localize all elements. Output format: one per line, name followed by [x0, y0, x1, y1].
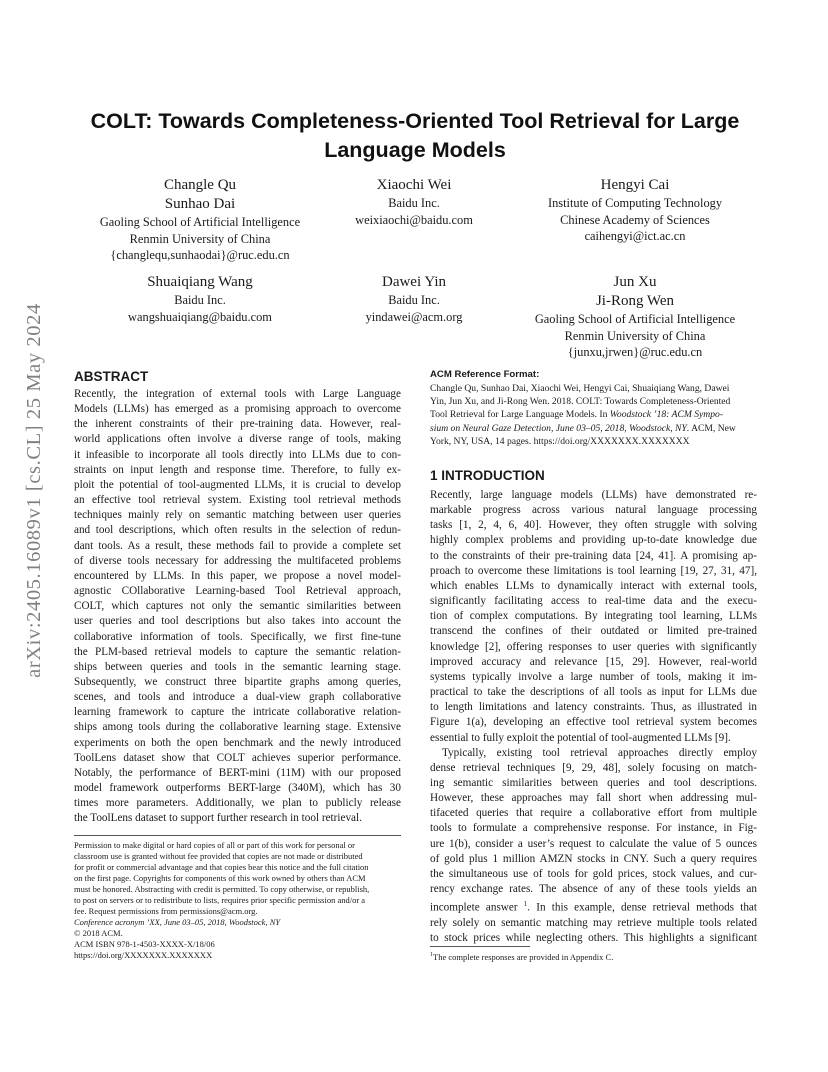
abstract-line: model framework outperforms BERT-large (340M), which has 30 [74, 782, 401, 795]
abstract-line: it infeasible to incorporate all tools directly into LLMs due to con- [74, 448, 401, 461]
abstract-line: the PLM-based retrieval models to capture the semantic relation- [74, 645, 401, 658]
intro-line: essential to fully exploit the potential of tool-augmented LLMs [9]. [430, 731, 731, 744]
intro-line: Typically, existing tool retrieval approaches directly employ [442, 746, 757, 759]
affiliation: Institute of Computing Technology [547, 196, 723, 210]
author-block-wei [324, 176, 504, 228]
ref-text: Tool Retrieval for Large Language Models. In [430, 409, 610, 421]
abstract-heading: ABSTRACT [74, 369, 149, 384]
ref-line: York, NY, USA, 14 pages. https://doi.org/XXXXXXX.XXXXXXX [430, 435, 690, 447]
footnote-ref: 1 [523, 900, 528, 909]
intro-line: to stock prices while neglecting others. This highlights a significant [430, 932, 757, 945]
abstract-line: experiments on both the open benchmark and the newly introduced [74, 736, 401, 749]
intro-line: the simultaneous use of tools for gold prices, stock values, and cur- [430, 867, 757, 880]
author-block-qu-dai [70, 176, 330, 264]
abstract-line: ploit the potential of tool-augmented LLMs, it is crucial to develop [74, 478, 401, 491]
copyright-line: © 2018 ACM. [74, 928, 123, 938]
intro-line: practical to take the descriptions of all tools as input for LLMs due [430, 686, 757, 699]
abstract-line: Notably, the performance of BERT-mini (11M) with our proposed [74, 766, 401, 779]
footnote-rule [430, 946, 530, 947]
author-name: Jun Xu [613, 274, 657, 290]
intro-line: tion of complex computations. By integrating tool learning, LLMs [430, 610, 757, 623]
doi-line: https://doi.org/XXXXXXX.XXXXXXX [74, 950, 213, 960]
ref-line: Changle Qu, Sunhao Dai, Xiaochi Wei, Hengyi Cai, Shuaiqiang Wang, Dawei [430, 383, 730, 394]
affiliation: Chinese Academy of Sciences [560, 212, 710, 227]
footnote-text: The complete responses are provided in Appendix C. [433, 951, 614, 962]
footnote-mark: 1 [430, 952, 433, 958]
abstract-line: ships among tools during the collaborative learning stage. Extensive [74, 721, 401, 734]
author-block-cai [510, 176, 760, 245]
abstract-line: techniques mainly rely on semantic matching between user queries [74, 509, 401, 522]
intro-line: which enables LLMs to dynamically interact with external tools, [430, 579, 757, 592]
author-name: Hengyi Cai [600, 177, 670, 193]
author-name: Dawei Yin [381, 274, 446, 290]
abstract-line: world applications often involve a diverse range of tools, making [74, 433, 401, 446]
author-email: caihengyi@ict.ac.cn [584, 229, 686, 243]
author-name: Xiaochi Wei [376, 177, 452, 193]
intro-line: ing semantic similarities between queries and tool descriptions. [430, 776, 757, 789]
title-line-2: Language Models [324, 138, 506, 162]
introduction-heading: 1 INTRODUCTION [430, 468, 545, 483]
abstract-line: an effective tool retrieval system. Existing tool retrieval methods [74, 494, 401, 507]
abstract-line: and tool descriptions, which often results in the selection of redun- [74, 524, 401, 537]
intro-line: tasks [1, 2, 4, 6, 40]. However, they often struggle with solving [430, 519, 757, 532]
intro-text: . In this example, dense retrieval methods that [527, 901, 758, 914]
author-block-xu-wen [510, 273, 760, 361]
intro-line: of gold plus 1 million AMZN stocks in CNY. Such a query requires [430, 852, 757, 865]
permission-line: on the first page. Copyrights for components of this work owned by others than ACM [74, 873, 366, 883]
permission-line: to post on servers or to redistribute to lists, requires prior specific permission and/or a [74, 895, 366, 905]
affiliation: Renmin University of China [564, 328, 706, 343]
author-email: {changlequ,sunhaodai}@ruc.edu.cn [110, 248, 290, 262]
author-block-wang [70, 273, 330, 325]
permission-line: for profit or commercial advantage and that copies bear this notice and the full citation [74, 862, 369, 872]
author-email: wangshuaiqiang@baidu.com [128, 309, 272, 324]
intro-line: highly complex problems and providing up-to-date knowledge due [430, 534, 757, 547]
ref-text: . ACM, New [686, 422, 736, 434]
author-name: Shuaiqiang Wang [147, 274, 253, 290]
permission-line: classroom use is granted without fee provided that copies are not made or distributed [74, 851, 363, 861]
abstract-line: of diverse tools necessary for addressing the multifaceted problems [74, 554, 401, 567]
affiliation: Baidu Inc. [388, 196, 440, 210]
affiliation: Baidu Inc. [174, 293, 226, 307]
ref-venue: sium on Neural Gaze Detection, June 03–05, 2018, Woodstock, NY [430, 422, 687, 434]
abstract-line: the ToolLens dataset to support further research in tool retrieval. [74, 812, 362, 825]
intro-text: incomplete answer [430, 901, 518, 914]
abstract-line: ToolLens dataset show that COLT achieves superior performance. [74, 751, 401, 764]
ref-line: Yin, Jun Xu, and Ji-Rong Wen. 2018. COLT: Towards Completeness-Oriented [430, 396, 731, 408]
permission-line: fee. Request permissions from permissions@acm.org. [74, 906, 258, 916]
abstract-line: ships between queries and tools in the semantic learning stage. [74, 660, 401, 673]
author-name: Ji-Rong Wen [595, 293, 675, 309]
author-email: weixiaochi@baidu.com [355, 212, 473, 227]
arxiv-stamp [14, 280, 54, 700]
intro-line: to length limitations and latency constraints. Thus, as illustrated in [430, 701, 757, 714]
abstract-line: Models (LLMs) has emerged as a promising approach to overcome [74, 403, 401, 416]
author-email: yindawei@acm.org [365, 309, 463, 324]
intro-line: proach to overcome these limitations is tool learning [19, 27, 31, 47], [430, 564, 757, 577]
paper-title [70, 107, 760, 165]
abstract-line: user queries and tool descriptions but also takes into account the [74, 615, 401, 628]
permission-line: must be honored. Abstracting with credit is permitted. To copy otherwise, or republish, [74, 884, 370, 894]
author-block-yin [324, 273, 504, 325]
acm-reference-heading: ACM Reference Format: [430, 369, 540, 380]
acm-reference-body [430, 382, 757, 448]
intro-line: dense retrieval techniques [9, 29, 48], solely focusing on match- [430, 761, 757, 774]
conference-line: Conference acronym ’XX, June 03–05, 2018, Woodstock, NY [74, 917, 281, 927]
intro-line: rency exchange rates. The absence of any of these tools yields an [430, 883, 757, 896]
intro-line: Recently, large language models (LLMs) have demonstrated re- [430, 489, 757, 501]
abstract-line: collaborative information of tools. Specifically, we first fine-tune [74, 630, 401, 643]
intro-line: rely solely on semantic matching may retrieve multiple tools related [430, 917, 757, 930]
footnote-rule [74, 835, 401, 836]
affiliation: Renmin University of China [129, 231, 271, 246]
abstract-line: scenes, and tools and introduce a dual-view graph collaborative [74, 691, 401, 704]
intro-line: significantly facilitating access to real-time data and the execu- [430, 595, 757, 608]
affiliation: Gaoling School of Artificial Intelligence [534, 312, 736, 326]
ref-venue: Woodstock ’18: ACM Sympo- [609, 409, 724, 421]
abstract-line: straints on input length and response time. Therefore, to fully ex- [74, 463, 401, 476]
author-name: Changle Qu [163, 177, 237, 193]
abstract-line: dant tools. As a result, these methods fail to provide a complete set [74, 539, 401, 552]
intro-line: tools to formulate a comprehensive response. For instance, in Fig- [430, 822, 757, 835]
abstract-line: learning framework to capture the intricate collaborative relation- [74, 706, 401, 719]
permission-line: Permission to make digital or hard copies of all or part of this work for personal or [74, 840, 355, 850]
intro-line: improved accuracy and relevance [15, 29]. However, real-world [430, 655, 757, 668]
arxiv-id: arXiv:2405.16089v1 [cs.CL] 25 May 2024 [22, 302, 45, 678]
abstract-line: encountered by LLMs. In this paper, we propose a novel model- [74, 569, 401, 582]
author-name: Sunhao Dai [164, 196, 236, 212]
intro-line: tifaceted queries that require a collaborative effort from multiple [430, 807, 757, 820]
intro-line: transcend the confines of their outdated or limited pre-trained [430, 625, 757, 638]
title-line-1: COLT: Towards Completeness-Oriented Tool Retrieval for Large [90, 109, 740, 133]
intro-line: However, these approaches may fall short when addressing mul- [430, 792, 757, 805]
intro-line: Figure 1(a), developing an effective tool retrieval system becomes [430, 716, 757, 729]
author-email: {junxu,jrwen}@ruc.edu.cn [567, 345, 703, 359]
abstract-line: times more parameters. Additionally, we plan to publicly release [74, 797, 401, 810]
permission-notice [74, 840, 401, 961]
footnote [430, 950, 757, 963]
ref-line [430, 408, 757, 421]
abstract-line: Subsequently, we construct three bipartite graphs among queries, [74, 675, 401, 688]
intro-line: systems typically involve a large number of tools, making it im- [430, 670, 757, 683]
permission-text [74, 840, 401, 917]
abstract-line: agnostic COllaborative Learning-based Tool Retrieval approach, [74, 585, 401, 598]
abstract-body [74, 387, 401, 827]
abstract-line: COLT, which captures not only the semantic similarities between [74, 600, 401, 613]
affiliation: Baidu Inc. [388, 293, 440, 307]
ref-line [430, 422, 757, 435]
affiliation: Gaoling School of Artificial Intelligence [99, 215, 301, 229]
intro-line: knowledge [2], offering responses to user queries with significantly [430, 640, 757, 653]
introduction-body [430, 488, 757, 946]
abstract-line: the inherent constraints of their pre-training data. However, real- [74, 418, 401, 431]
intro-line: to the constraints of their pre-training data [24, 41]. A promising ap- [430, 549, 757, 562]
isbn-line: ACM ISBN 978-1-4503-XXXX-X/18/06 [74, 939, 215, 949]
intro-line [430, 897, 757, 916]
abstract-line: Recently, the integration of external tools with Large Language [74, 388, 401, 400]
intro-line: ure 1(b), consider a user’s request to calculate the value of 5 ounces [430, 837, 757, 850]
intro-line: markable progress across various natural language processing [430, 504, 757, 517]
